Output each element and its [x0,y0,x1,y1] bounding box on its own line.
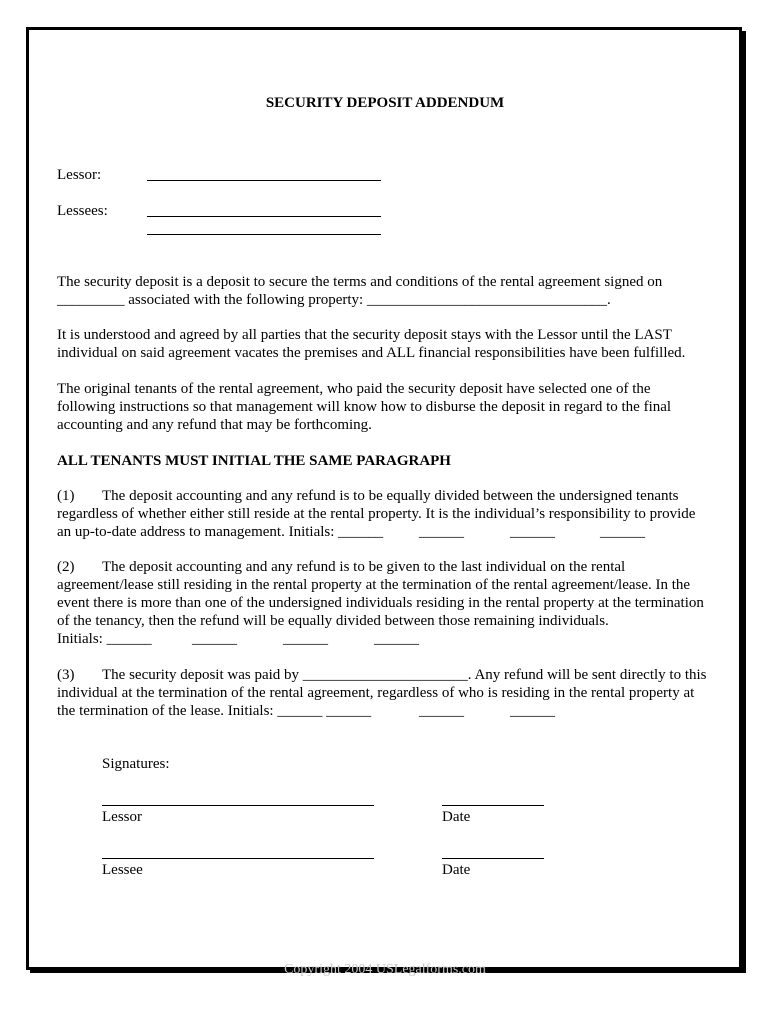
p2-initial-blank-4[interactable]: ______ [374,631,419,647]
p1-initial-blank-3[interactable]: ______ [510,524,555,540]
p1-line-3: an up-to-date address to management. Initials: ______ [57,524,384,540]
p2-line-3: event there is more than one of the undersigned individuals residing in the rental property at the termination [57,595,704,611]
p3-line-1: The security deposit was paid by ______________________. Any refund will be sent directly to this [102,667,707,683]
lessee-date-caption: Date [442,862,471,878]
lessee-signature-line[interactable] [102,858,374,859]
lessee-signature-caption: Lessee [102,862,143,878]
lessee-line-1[interactable] [147,216,381,217]
p3-initial-blank-3[interactable]: ______ [419,703,464,719]
p3-initial-blank-4[interactable]: ______ [510,703,555,719]
lessee-date-line[interactable] [442,858,544,859]
initial-heading: ALL TENANTS MUST INITIAL THE SAME PARAGRAPH [57,453,451,469]
p2-line-4: of the tenancy, then the refund will be equally divided between those remaining individuals. [57,613,609,629]
signatures-label: Signatures: [102,756,170,772]
document-title: SECURITY DEPOSIT ADDENDUM [265,95,505,111]
lessees-label: Lessees: [57,203,108,219]
original-line-2: following instructions so that management will know how to disburse the deposit in regard to the final [57,399,672,415]
p1-line-1: The deposit accounting and any refund is to be equally divided between the undersigned tenants [102,488,679,504]
p2-number: (2) [57,559,75,575]
lessee-line-2[interactable] [147,234,381,235]
p3-line-3: the termination of the lease. Initials: ______ ______ [57,703,372,719]
copyright-notice: Copyright 2004 USLegalforms.com [284,962,486,977]
p1-number: (1) [57,488,75,504]
p2-initial-blank-2[interactable]: ______ [192,631,237,647]
lessor-date-caption: Date [442,809,471,825]
lessor-date-line[interactable] [442,805,544,806]
p1-initial-blank-4[interactable]: ______ [600,524,645,540]
p1-line-2: regardless of whether either still reside at the rental property. It is the individual’s responsibility to provide [57,506,696,522]
lessor-label: Lessor: [57,167,102,183]
understood-line-2: individual on said agreement vacates the premises and ALL financial responsibilities have been fulfilled. [57,345,686,361]
p3-number: (3) [57,667,75,683]
intro-line-1: The security deposit is a deposit to secure the terms and conditions of the rental agreement signed on [57,274,663,290]
p2-line-2: agreement/lease still residing in the rental property at the termination of the rental agreement/lease. In the [57,577,691,593]
lessor-signature-caption: Lessor [102,809,142,825]
intro-line-2: _________ associated with the following property: ________________________________. [57,292,611,308]
p3-line-2: individual at the termination of the rental agreement, regardless of who is residing in the rental property at [57,685,695,701]
lessor-line[interactable] [147,180,381,181]
original-line-1: The original tenants of the rental agreement, who paid the security deposit have selected one of the [57,381,651,397]
p2-line-1: The deposit accounting and any refund is to be given to the last individual on the rental [102,559,626,575]
p2-line-5: Initials: ______ [57,631,152,647]
p2-initial-blank-3[interactable]: ______ [283,631,328,647]
page-border-shadow-right [742,31,746,972]
lessor-signature-line[interactable] [102,805,374,806]
p1-initial-blank-2[interactable]: ______ [419,524,464,540]
original-line-3: accounting and any refund that may be forthcoming. [57,417,372,433]
understood-line-1: It is understood and agreed by all parties that the security deposit stays with the Lessor until the LAST [57,327,672,343]
